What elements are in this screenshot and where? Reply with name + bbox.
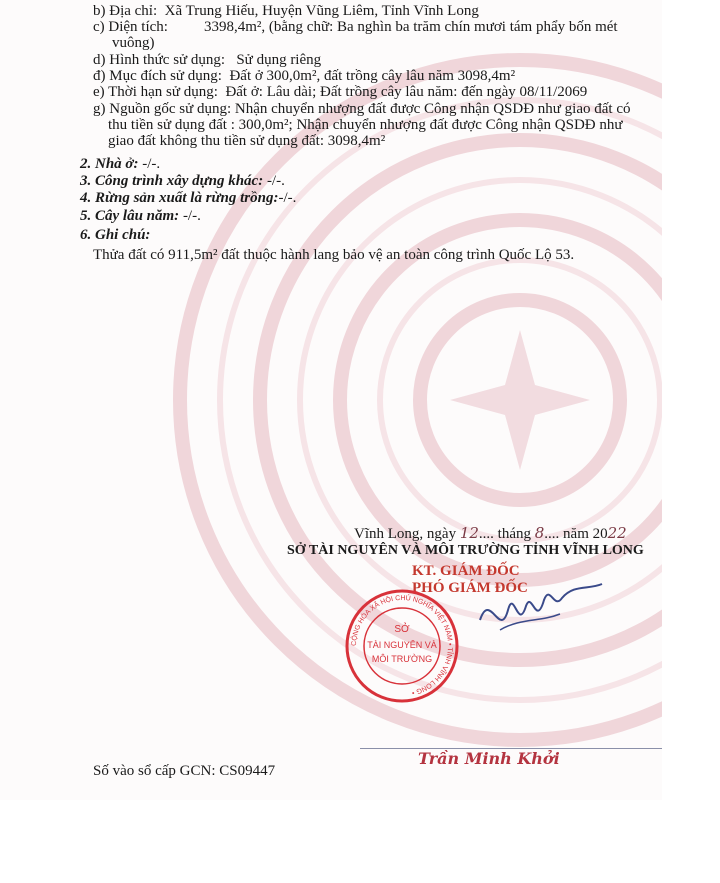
origin-row-line3: giao đất không thu tiền sử dụng đất: 3098,4m² (108, 133, 386, 149)
area-row: c) Diện tích: 3398,4m², (bằng chữ: Ba nghìn ba trăm chín mươi tám phẩy bốn mét (93, 19, 618, 35)
stamp-center-mid: TÀI NGUYÊN VÀ (367, 640, 437, 650)
kt-director: KT. GIÁM ĐỐC (412, 563, 520, 579)
stamp-center-top: SỞ (394, 624, 410, 635)
area-row-cont: vuông) (112, 35, 155, 51)
origin-row: g) Nguồn gốc sử dụng: Nhận chuyển nhượng đất được Công nhận QSDĐ như giao đất có (93, 101, 631, 117)
agency-name: SỞ TÀI NGUYÊN VÀ MÔI TRƯỜNG TỈNH VĨNH LONG (287, 543, 644, 558)
signing-date: Vĩnh Long, ngày 12.... tháng 8.... năm 2022 (354, 524, 627, 542)
stamp-ring-text: CỘNG HÒA XÃ HỘI CHỦ NGHĨA VIỆT NAM • TỈNH VĨNH LONG • (350, 594, 454, 696)
notes-section: 6. Ghi chú: (80, 227, 151, 243)
stamp-center-bot: MÔI TRƯỜNG (371, 654, 433, 664)
forest-section: 4. Rừng sản xuất là rừng trồng:-/-. (80, 190, 297, 206)
usage-purpose-row: đ) Mục đích sử dụng: Đất ở 300,0m², đất trồng cây lâu năm 3098,4m² (93, 68, 516, 84)
official-stamp (344, 588, 460, 704)
registry-number: Số vào sổ cấp GCN: CS09447 (93, 763, 276, 779)
address-row: b) Địa chỉ: Xã Trung Hiếu, Huyện Vũng Liêm, Tỉnh Vĩnh Long (93, 3, 479, 19)
deputy-director: PHÓ GIÁM ĐỐC (412, 580, 528, 596)
origin-row-line2: thu tiền sử dụng đất : 300,0m²; Nhận chuyển nhượng đất được Công nhận QSDĐ như (108, 117, 623, 133)
signature (470, 570, 610, 650)
perennial-section: 5. Cây lâu năm: -/-. (80, 208, 201, 224)
construction-section: 3. Công trình xây dựng khác: -/-. (80, 173, 285, 189)
note-text: Thửa đất có 911,5m² đất thuộc hành lang bảo vệ an toàn công trình Quốc Lộ 53. (93, 247, 575, 263)
usage-term-row: e) Thời hạn sử dụng: Đất ở: Lâu dài; Đất trồng cây lâu năm: đến ngày 08/11/2069 (93, 84, 588, 100)
signer-name: Trần Minh Khởi (418, 749, 560, 768)
house-section: 2. Nhà ở: -/-. (80, 156, 161, 172)
usage-form-row: d) Hình thức sử dụng: Sử dụng riêng (93, 52, 322, 68)
